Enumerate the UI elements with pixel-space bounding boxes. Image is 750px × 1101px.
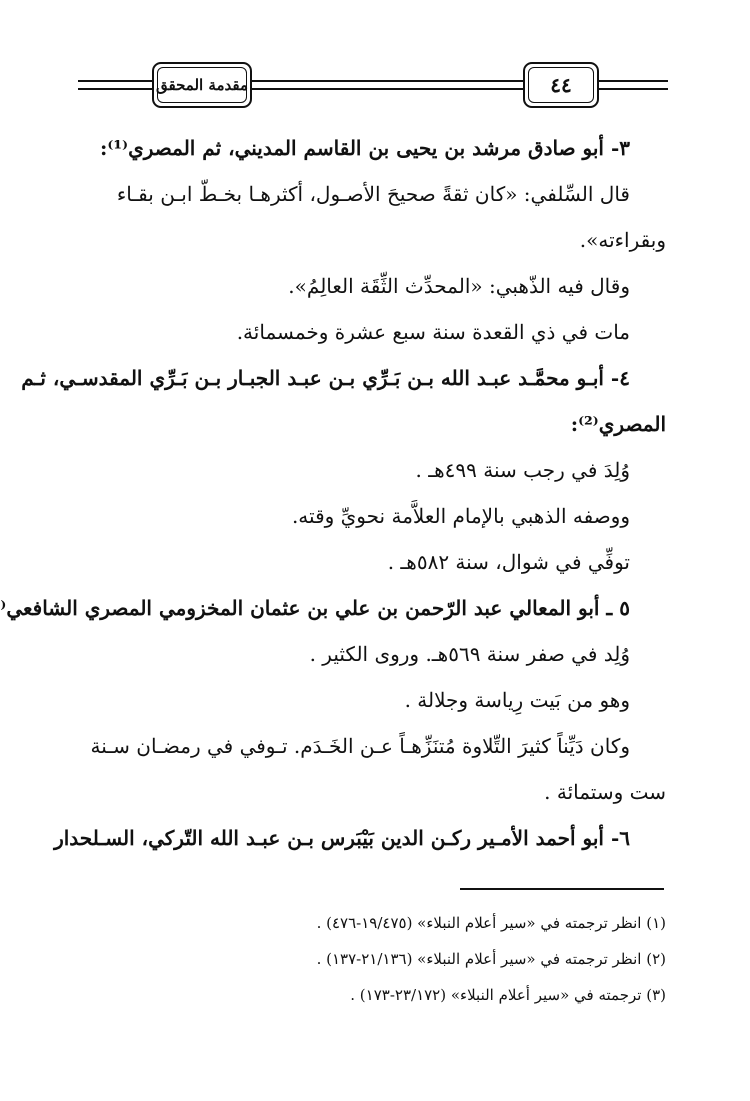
text-line: المصري⁽²⁾: [570,411,666,436]
biography-heading-3: ٣- أبو صادق مرشد بن يحيى بن القاسم المديني، ثم المصري⁽¹⁾: [100,135,630,160]
text-line: مات في ذي القعدة سنة سبع عشرة وخمسمائة. [236,319,630,344]
biography-heading-4: ٤- أبـو محمَّـد عبـد الله بـن بَـرِّي بـن عبـد الجبـار بـن بَـرِّي المقدسـي، ثـم [21,365,630,390]
text-line: قال السِّلفي: «كان ثقةً صحيحَ الأصـول، أكثرهـا بخـطّ ابـن بقـاء [116,181,630,206]
text-line: وُلِدَ في رجب سنة ٤٩٩هـ . [415,457,630,482]
footnotes [80,905,666,1013]
footnote-separator [460,888,664,890]
page-number: ٤٤ [550,73,572,97]
running-header [78,62,668,112]
text-line: وقال فيه الذّهبي: «المحدِّث الثِّقَة العالِمُ». [288,273,630,298]
text-line: ووصفه الذهبي بالإمام العلاَّمة نحويِّ وقته. [291,503,630,528]
text-line: توفِّي في شوال، سنة ٥٨٢هـ . [387,549,630,574]
page-number-box [523,62,599,108]
section-title: مقدمة المحقق [156,76,248,94]
text-line: وُلِد في صفر سنة ٥٦٩هـ. وروى الكثير . [309,641,630,666]
text-line: ست وستمائة . [544,779,666,804]
footnote-2: (٢) انظر ترجمته في «سير أعلام النبلاء» (٢١/١٣٦-١٣٧) . [316,950,666,968]
biography-heading-6: ٦- أبو أحمد الأمـير ركـن الدين بَيْبَرس بـن عبـد الله التّركي، السـلحدار [54,825,630,850]
footnote-1: (١) انظر ترجمته في «سير أعلام النبلاء» (١٩/٤٧٥-٤٧٦) . [316,914,666,932]
section-title-box [152,62,252,108]
body-text [0,125,666,861]
biography-heading-5: ٥ ـ أبو المعالي عبد الرّحمن بن علي بن عثمان المخزومي المصري الشافعي⁽ [0,595,630,620]
footnote-3: (٣) ترجمته في «سير أعلام النبلاء» (٢٣/١٧٢-١٧٣) . [350,986,666,1004]
text-line: وبقراءته». [579,227,666,252]
text-line: وكان دَيِّناً كثيرَ التِّلاوة مُتنَزِّهـاً عـن الخَـدَم. تـوفي في رمضـان سـنة [90,733,630,758]
text-line: وهو من بَيت رِياسة وجلالة . [404,687,630,712]
